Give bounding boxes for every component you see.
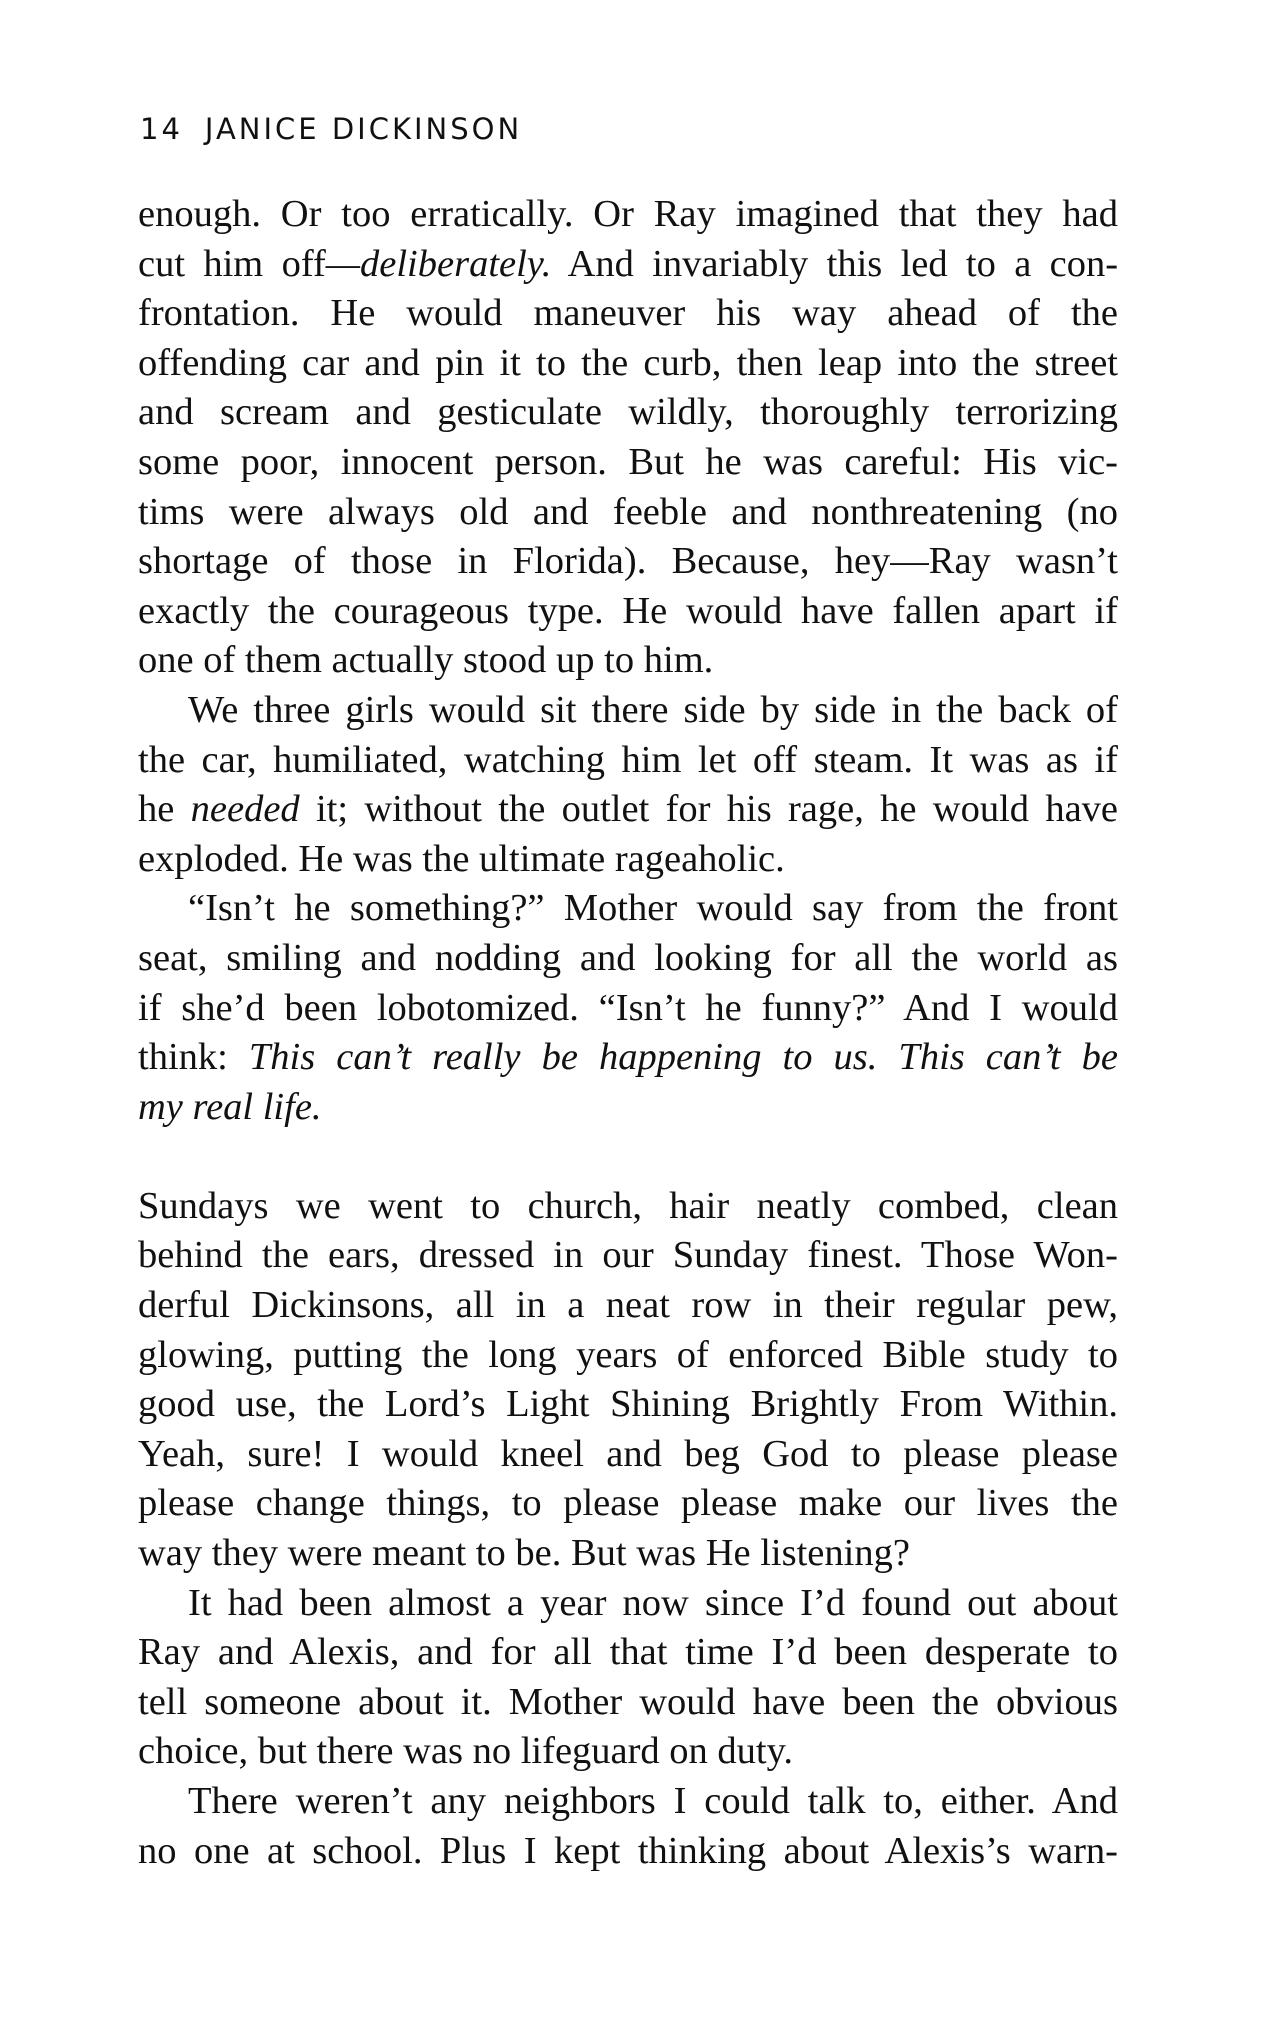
text-line: tell someone about it. Mother would have been the obvious	[138, 1680, 1118, 1723]
text-line: We three girls would sit there side by side in the back of	[188, 688, 1118, 731]
text-line: Sundays we went to church, hair neatly combed, clean	[138, 1184, 1118, 1227]
text-line: some poor, innocent person. But he was careful: His vic-	[138, 440, 1118, 483]
text-line: It had been almost a year now since I’d found out about	[188, 1581, 1118, 1624]
text-run: think:	[138, 1036, 249, 1079]
text-line	[138, 240, 1118, 290]
text-line: way they were meant to be. But was He listening?	[138, 1532, 910, 1575]
text-line: Ray and Alexis, and for all that time I’d been desperate to	[138, 1631, 1118, 1674]
text-line: offending car and pin it to the curb, then leap into the street	[138, 341, 1118, 384]
text-line: “Isn’t he something?” Mother would say from the front	[188, 887, 1118, 930]
text-line	[138, 785, 1118, 835]
text-run: it; without the outlet for his rage, he would have	[299, 788, 1118, 831]
page-number: 14	[140, 112, 183, 146]
text-line: Yeah, sure! I would kneel and beg God to please please	[138, 1432, 1118, 1475]
text-line: derful Dickinsons, all in a neat row in their regular pew,	[138, 1284, 1118, 1327]
italic-run: my real life.	[138, 1085, 322, 1128]
body-text	[138, 190, 1118, 1876]
text-line: please change things, to please please make our lives the	[138, 1482, 1118, 1525]
text-line: the car, humiliated, watching him let off steam. It was as if	[138, 738, 1118, 781]
text-line: shortage of those in Florida). Because, hey—Ray wasn’t	[138, 540, 1118, 583]
italic-run: This can’t really be happening to us. This can’t be	[248, 1036, 1119, 1079]
text-line: glowing, putting the long years of enforced Bible study to	[138, 1333, 1118, 1376]
italic-run: needed	[190, 788, 300, 831]
author-name: JANICE DICKINSON	[204, 112, 523, 146]
text-run: cut him off	[138, 242, 326, 285]
text-line: behind the ears, dressed in our Sunday finest. Those Won-	[138, 1234, 1118, 1277]
running-head	[140, 112, 522, 146]
text-line	[138, 1033, 1118, 1083]
text-line: tims were always old and feeble and nonthreatening (no	[138, 490, 1118, 533]
text-run: And invariably this led to a con-	[551, 242, 1119, 285]
text-line: seat, smiling and nodding and looking for all the world as	[138, 936, 1118, 979]
text-line: There weren’t any neighbors I could talk to, either. And	[188, 1780, 1118, 1822]
text-line: frontation. He would maneuver his way ahead of the	[138, 292, 1118, 335]
text-line: no one at school. Plus I kept thinking about Alexis’s warn-	[138, 1829, 1118, 1872]
text-line: exactly the courageous type. He would have fallen apart if	[138, 589, 1118, 632]
text-line: and scream and gesticulate wildly, thoroughly terrorizing	[138, 391, 1118, 434]
section-break	[138, 1132, 1118, 1182]
text-line: if she’d been lobotomized. “Isn’t he funny?” And I would	[138, 986, 1118, 1029]
text-line	[138, 1083, 1118, 1133]
text-line: one of them actually stood up to him.	[138, 639, 714, 682]
italic-run: —deliberately.	[325, 242, 552, 285]
text-line: choice, but there was no lifeguard on duty.	[138, 1730, 794, 1773]
text-line: exploded. He was the ultimate rageaholic.	[138, 837, 785, 880]
text-line: good use, the Lord’s Light Shining Brightly From Within.	[138, 1383, 1118, 1426]
text-run: he	[138, 788, 191, 831]
text-line: enough. Or too erratically. Or Ray imagined that they had	[138, 193, 1118, 235]
